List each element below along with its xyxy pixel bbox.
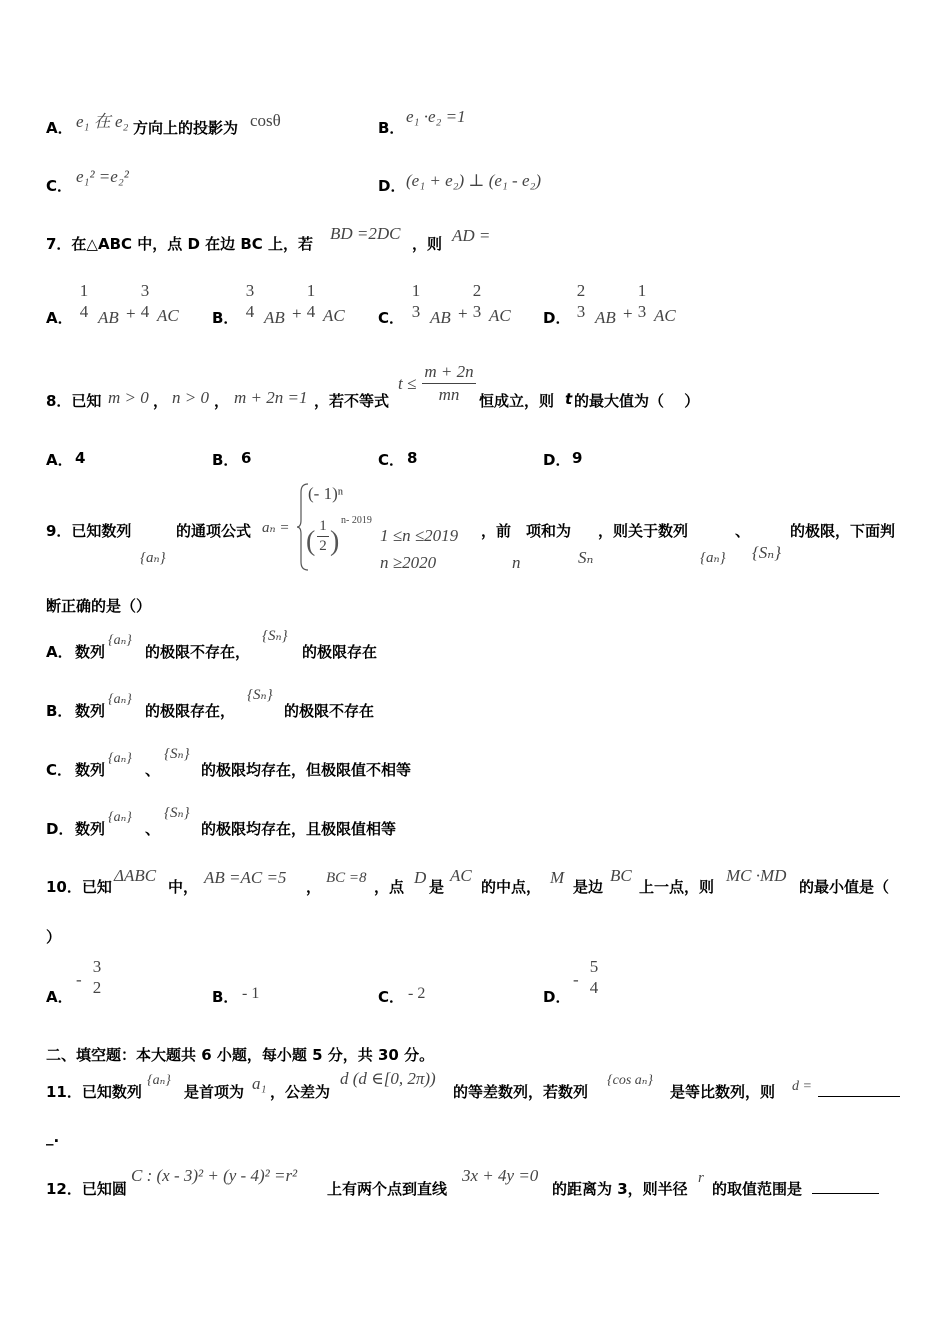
q10-bc: BC =8: [326, 870, 367, 886]
q7-coef1-den: 3: [411, 302, 421, 321]
q7-coef2: [138, 281, 152, 322]
q8-cond-m: m > 0: [108, 388, 149, 407]
q7-plus: +: [458, 304, 468, 323]
q7-vec1: AB: [264, 308, 285, 327]
q7-coef2-num: 1: [306, 281, 316, 300]
q7-condition: BD =2DC: [330, 224, 401, 243]
q9-option-post: 的极限不存在: [284, 702, 375, 720]
q9-option-label: D．: [46, 820, 74, 838]
q10-option-value: - 2: [408, 985, 426, 1002]
q10-option-sign: -: [573, 970, 579, 989]
q7-coef2-den: 4: [306, 302, 316, 321]
q8-cond-n: n > 0: [172, 388, 209, 407]
q7-coef2-num: 2: [472, 281, 482, 300]
q12-line: 3x + 4y =0: [462, 1166, 539, 1185]
q7-stem-b: ，则: [412, 235, 443, 253]
q11-text5: 是等比数列，则: [670, 1083, 776, 1101]
q12-answer-blank: [812, 1179, 879, 1194]
q11-seq: {aₙ}: [147, 1073, 171, 1088]
q7-vec1: AB: [430, 308, 451, 327]
q7-option-label: D．: [543, 309, 571, 327]
q10-option-sign: -: [76, 970, 82, 989]
q8-text2: 恒成立，则: [479, 392, 555, 410]
q9-option-pre: 数列: [75, 761, 106, 779]
q7-coef1-num: 1: [79, 281, 89, 300]
q7-vec2: AC: [157, 306, 179, 325]
q9-case1: (- 1)ⁿ: [308, 484, 344, 503]
q9-half: 1 2: [317, 518, 329, 555]
q11-text1: 11．已知数列: [46, 1083, 142, 1101]
q6-option-c-math: e₁² =e₂²: [76, 167, 129, 186]
q10-text5: 是: [429, 878, 445, 896]
q9-option-label: C．: [46, 761, 73, 779]
q7-coef2: [635, 281, 649, 322]
q8-option-value: 9: [572, 449, 583, 467]
q9-text6: 、: [735, 522, 751, 540]
q6-option-b-math: e₁ ·e₂ =1: [406, 107, 466, 126]
q7-vec2: AC: [489, 306, 511, 325]
q8-option-value: 4: [75, 449, 86, 467]
q10-text6: 的中点，: [481, 878, 542, 896]
q11-a1: a₁: [252, 1074, 267, 1093]
q9-text2: 的通项公式: [176, 522, 252, 540]
q10-option-label: B．: [212, 988, 239, 1006]
q7-vec1: AB: [98, 308, 119, 327]
q10-m: M: [550, 868, 565, 887]
q9-text5: ，则关于数列: [598, 522, 689, 540]
q12-text3: 的距离为 3，则半径: [552, 1180, 688, 1198]
q12-circle: C : (x - 3)² + (y - 4)² =r²: [131, 1166, 298, 1185]
q6-option-a-text: 方向上的投影为: [133, 119, 239, 137]
q10-text8: 上一点，则: [639, 878, 715, 896]
q7-vec2: AC: [654, 306, 676, 325]
q6-option-a-label: A．: [46, 119, 73, 137]
q9-n-var: n: [512, 553, 521, 572]
q9-an: aₙ =: [262, 520, 290, 536]
q10-text2: 中，: [168, 878, 199, 896]
q10-option-frac: [90, 957, 104, 998]
q7-option-label: C．: [378, 309, 405, 327]
q10-product: MC ·MD: [726, 866, 787, 885]
q9-option-pre: 数列: [75, 643, 106, 661]
q10-text1: 10．已知: [46, 878, 112, 896]
q8-option-label: B．: [212, 451, 239, 469]
q9-option-label: B．: [46, 702, 73, 720]
q7-coef1: [574, 281, 588, 322]
q10-text3: ，: [306, 878, 322, 896]
q7-ask: AD =: [452, 226, 491, 245]
q6-option-a-math1: e₁ 在 e₂: [76, 112, 129, 131]
q9-sn: Sₙ: [578, 548, 594, 567]
q10-triangle: ΔABC: [114, 866, 157, 885]
q7-coef1-den: 4: [79, 302, 89, 321]
q11-text4: 的等差数列，若数列: [453, 1083, 589, 1101]
q12-r: r: [698, 1170, 704, 1186]
q7-coef2-den: 3: [637, 302, 647, 321]
q7-coef1-num: 1: [411, 281, 421, 300]
q6-option-d-math: (e₁ + e₂) ⊥ (e₁ - e₂): [406, 171, 542, 190]
q9-option-post: 的极限存在: [302, 643, 378, 661]
q11-tail: _.: [46, 1128, 60, 1146]
q7-coef2: [304, 281, 318, 322]
section-2-heading: 二、填空题：本大题共 6 小题，每小题 5 分，共 30 分。: [46, 1046, 435, 1064]
q9-option-pre: 数列: [75, 702, 106, 720]
q8-sep2: ，: [214, 392, 230, 410]
q8-option-value: 8: [407, 449, 418, 467]
q7-plus: +: [623, 304, 633, 323]
q9-option-mid: 、: [145, 761, 161, 779]
q10-text4: ，点: [374, 878, 405, 896]
q10-ac: AC: [450, 866, 472, 885]
q8-frac-den: mn: [438, 385, 460, 404]
q9-option-post: 的极限均存在，且极限值相等: [201, 820, 397, 838]
q11-cos-seq: {cos aₙ}: [607, 1073, 654, 1088]
q11-text2: 是首项为: [184, 1083, 245, 1101]
q9-option-seq-s: {Sₙ}: [262, 628, 288, 644]
q6-option-d-label: D．: [378, 177, 406, 195]
q11-answer-blank: [818, 1082, 900, 1097]
q7-vec2: AC: [323, 306, 345, 325]
q8-option-value: 6: [241, 449, 252, 467]
q8-option-label: C．: [378, 451, 405, 469]
q9-option-seq-a: {aₙ}: [108, 692, 132, 707]
q9-option-seq-a: {aₙ}: [108, 810, 132, 825]
q10-option-value: - 1: [242, 985, 260, 1002]
q11-d-eq: d =: [792, 1079, 812, 1094]
q9-option-mid: 的极限不存在，: [145, 643, 251, 661]
q12-text4: 的取值范围是: [712, 1180, 803, 1198]
q9-option-post: 的极限均存在，但极限值不相等: [201, 761, 412, 779]
q7-coef2: [470, 281, 484, 322]
q10-line2: ）: [46, 928, 62, 946]
q8-option-label: A．: [46, 451, 73, 469]
q8-frac-bar: [422, 383, 476, 384]
q12-text1: 12．已知圆: [46, 1180, 127, 1198]
q6-option-a-math2: cosθ: [250, 111, 281, 130]
q9-option-seq-s: {Sₙ}: [164, 805, 190, 821]
q8-frac-num: m + 2n: [424, 362, 474, 381]
q7-option-label: A．: [46, 309, 73, 327]
q10-option-label: A．: [46, 988, 73, 1006]
q9-line2: 断正确的是（）: [46, 597, 152, 615]
q9-text3: ，前: [481, 522, 512, 540]
q10-option-frac-den: 2: [92, 978, 102, 997]
q7-coef1: [243, 281, 257, 322]
q9-seq-a: {aₙ}: [140, 550, 166, 566]
q9-option-label: A．: [46, 643, 73, 661]
q8-text1: ，若不等式: [314, 392, 390, 410]
q10-option-frac-den: 4: [589, 978, 599, 997]
q9-option-pre: 数列: [75, 820, 106, 838]
q7-coef1-num: 3: [245, 281, 255, 300]
q9-exp: n- 2019: [341, 515, 372, 526]
q7-plus: +: [292, 304, 302, 323]
q9-text1: 9．已知数列: [46, 522, 132, 540]
q10-bc2: BC: [610, 866, 632, 885]
q8-sep1: ，: [153, 392, 169, 410]
q8-number: 8．已知: [46, 392, 102, 410]
q9-paren-right: ): [330, 526, 340, 557]
q9-paren-left: (: [306, 526, 316, 557]
q7-coef1: [77, 281, 91, 322]
q11-d-range: d (d ∈[0, 2π)): [340, 1069, 436, 1088]
q9-seq-s: {Sₙ}: [752, 543, 781, 562]
q10-text7: 是边: [573, 878, 604, 896]
q9-option-mid: 的极限存在，: [145, 702, 236, 720]
q10-option-frac-num: 5: [589, 957, 599, 976]
q8-fraction: [422, 362, 476, 405]
q10-option-frac: [587, 957, 601, 998]
q7-coef2-num: 3: [140, 281, 150, 300]
q6-option-b-label: B．: [378, 119, 405, 137]
q10-option-frac-num: 3: [92, 957, 102, 976]
q10-d: D: [414, 868, 427, 887]
q6-option-c-label: C．: [46, 177, 73, 195]
q7-coef2-den: 3: [472, 302, 482, 321]
q10-text9: 的最小值是（: [799, 878, 890, 896]
q9-option-seq-s: {Sₙ}: [164, 746, 190, 762]
q9-seq-a2: {aₙ}: [700, 550, 726, 566]
q10-option-label: C．: [378, 988, 405, 1006]
q10-ab-ac: AB =AC =5: [204, 868, 287, 887]
q7-stem-a: 7．在△ABC 中，点 D 在边 BC 上，若: [46, 235, 314, 253]
q7-option-label: B．: [212, 309, 239, 327]
q7-coef1-den: 4: [245, 302, 255, 321]
q9-text4: 项和为: [526, 522, 572, 540]
q9-cond2: n ≥2020: [380, 553, 437, 572]
q7-coef2-num: 1: [637, 281, 647, 300]
q7-vec1: AB: [595, 308, 616, 327]
q8-text3: 的最大值为（ ）: [574, 392, 700, 410]
q11-text3: ，公差为: [270, 1083, 331, 1101]
q9-option-seq-a: {aₙ}: [108, 633, 132, 648]
q9-text7: 的极限，下面判: [790, 522, 896, 540]
q7-plus: +: [126, 304, 136, 323]
q8-ineq: t ≤: [398, 374, 417, 393]
q8-cond-sum: m + 2n =1: [234, 388, 308, 407]
q8-option-label: D．: [543, 451, 571, 469]
q9-option-seq-s: {Sₙ}: [247, 687, 273, 703]
q8-t-var: t: [565, 390, 573, 408]
q12-text2: 上有两个点到直线: [327, 1180, 448, 1198]
q7-coef2-den: 4: [140, 302, 150, 321]
q7-coef1-den: 3: [576, 302, 586, 321]
q9-option-mid: 、: [145, 820, 161, 838]
q10-option-label: D．: [543, 988, 571, 1006]
q7-coef1: [409, 281, 423, 322]
q7-coef1-num: 2: [576, 281, 586, 300]
q9-cond1: 1 ≤n ≤2019: [380, 526, 459, 545]
q9-option-seq-a: {aₙ}: [108, 751, 132, 766]
